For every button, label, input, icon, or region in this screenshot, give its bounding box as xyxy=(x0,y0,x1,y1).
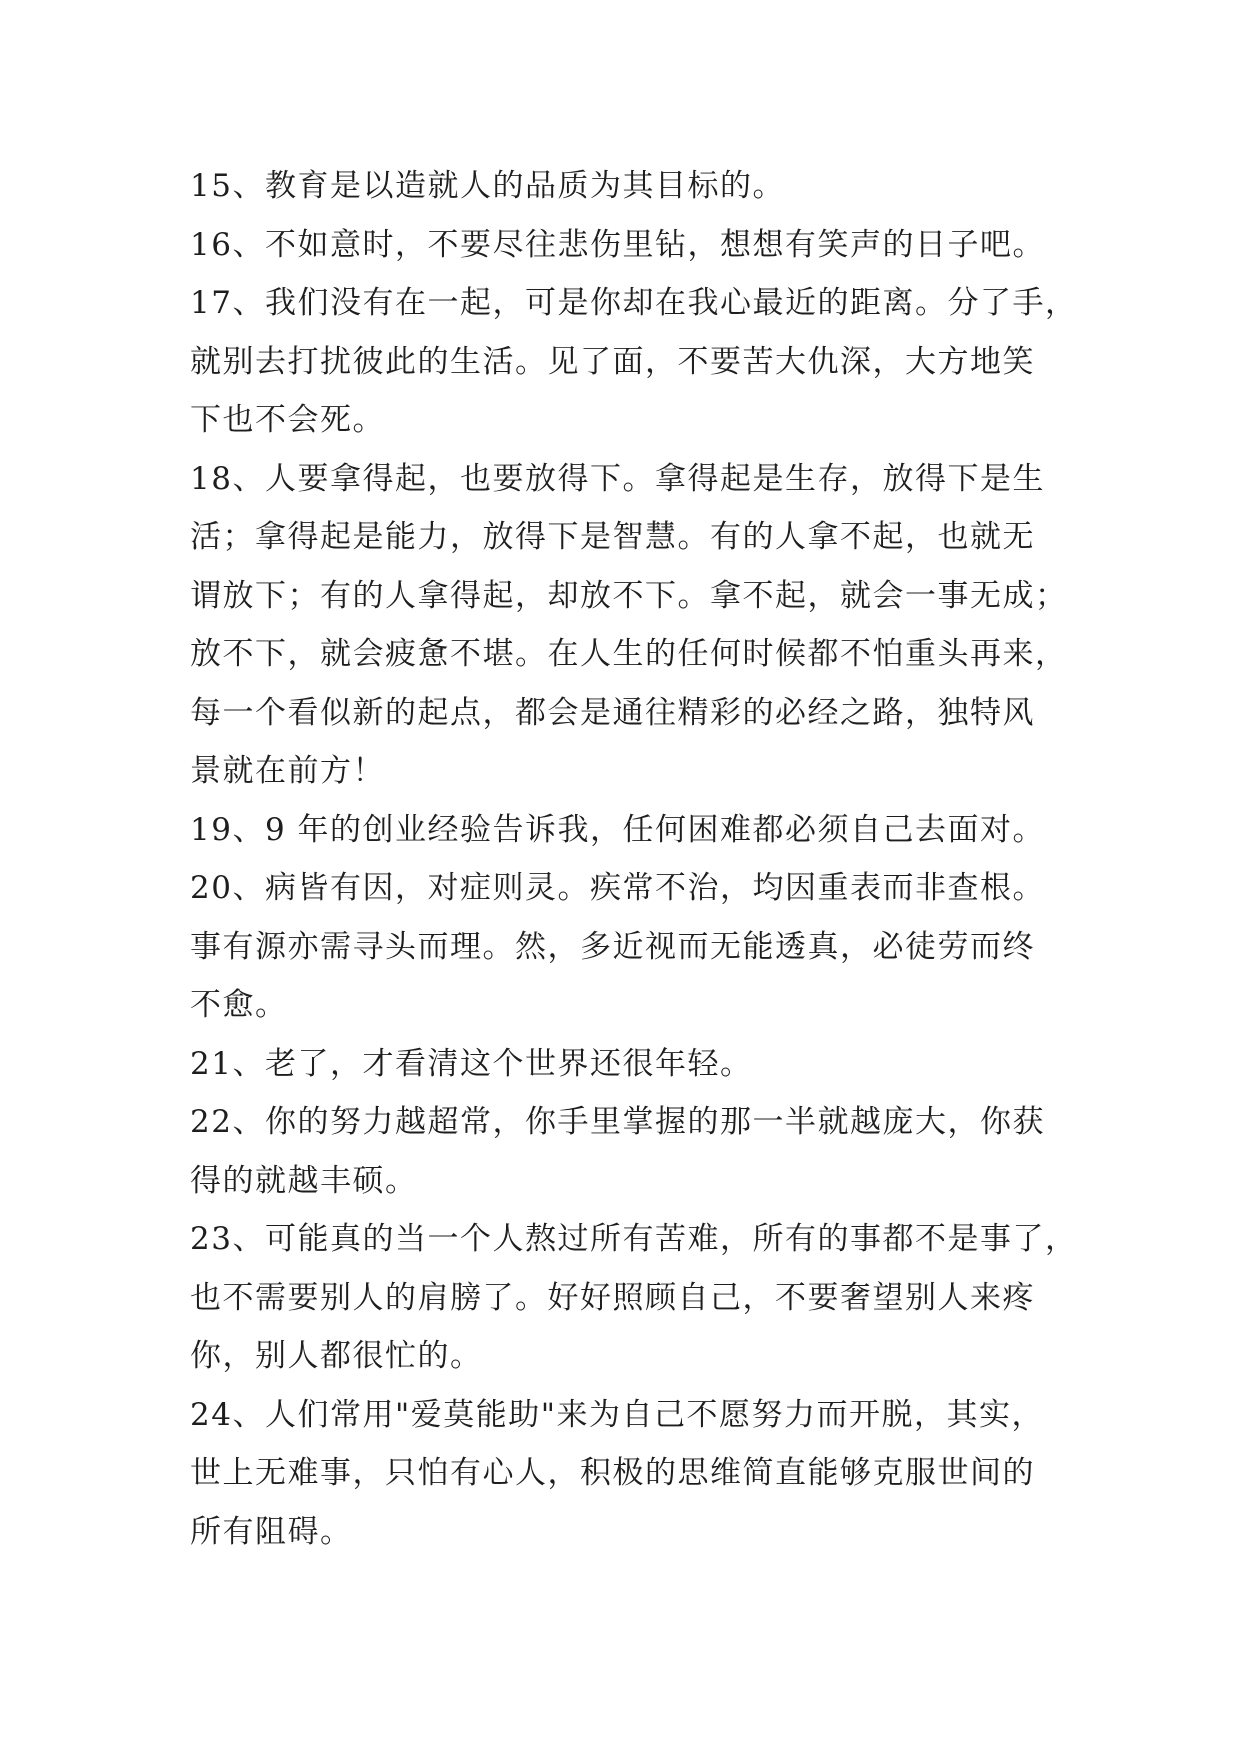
text-line: 不愈。 xyxy=(190,987,288,1023)
text-line: 19、9 年的创业经验告诉我，任何困难都必须自己去面对。 xyxy=(190,811,1046,848)
text-line: 17、我们没有在一起，可是你却在我心最近的距离。分了手， xyxy=(190,285,1078,321)
text-line: 20、病皆有因，对症则灵。疾常不治，均因重表而非查根。 xyxy=(190,870,1045,906)
text-line: 15、教育是以造就人的品质为其目标的。 xyxy=(190,168,785,204)
text-line: 24、人们常用"爱莫能助"来为自己不愿努力而开脱，其实， xyxy=(190,1396,1044,1433)
text-line: 放不下，就会疲惫不堪。在人生的任何时候都不怕重头再来， xyxy=(190,636,1068,672)
text-line: 22、你的努力越超常，你手里掌握的那一半就越庞大，你获 xyxy=(190,1104,1045,1140)
text-line: 23、可能真的当一个人熬过所有苦难，所有的事都不是事了， xyxy=(190,1221,1078,1257)
document-body xyxy=(190,157,1078,1561)
text-line: 下也不会死。 xyxy=(190,402,385,438)
text-line: 景就在前方！ xyxy=(190,753,385,789)
text-line: 谓放下；有的人拿得起，却放不下。拿不起，就会一事无成； xyxy=(190,577,1068,614)
text-line: 你，别人都很忙的。 xyxy=(190,1338,483,1374)
text-line: 事有源亦需寻头而理。然，多近视而无能透真，必徒劳而终 xyxy=(190,928,1035,965)
text-line: 也不需要别人的肩膀了。好好照顾自己，不要奢望别人来疼 xyxy=(190,1279,1035,1316)
text-line: 18、人要拿得起，也要放得下。拿得起是生存，放得下是生 xyxy=(190,460,1045,497)
text-line: 16、不如意时，不要尽往悲伤里钻，想想有笑声的日子吧。 xyxy=(190,226,1045,263)
text-line: 每一个看似新的起点，都会是通往精彩的必经之路，独特风 xyxy=(190,694,1035,731)
text-line: 所有阻碍。 xyxy=(190,1513,353,1550)
text-line: 得的就越丰硕。 xyxy=(190,1162,418,1199)
text-line: 21、老了，才看清这个世界还很年轻。 xyxy=(190,1045,753,1082)
text-line: 就别去打扰彼此的生活。见了面，不要苦大仇深，大方地笑 xyxy=(190,343,1035,380)
text-line: 活；拿得起是能力，放得下是智慧。有的人拿不起，也就无 xyxy=(190,519,1035,555)
text-line: 世上无难事，只怕有心人，积极的思维简直能够克服世间的 xyxy=(190,1455,1035,1491)
